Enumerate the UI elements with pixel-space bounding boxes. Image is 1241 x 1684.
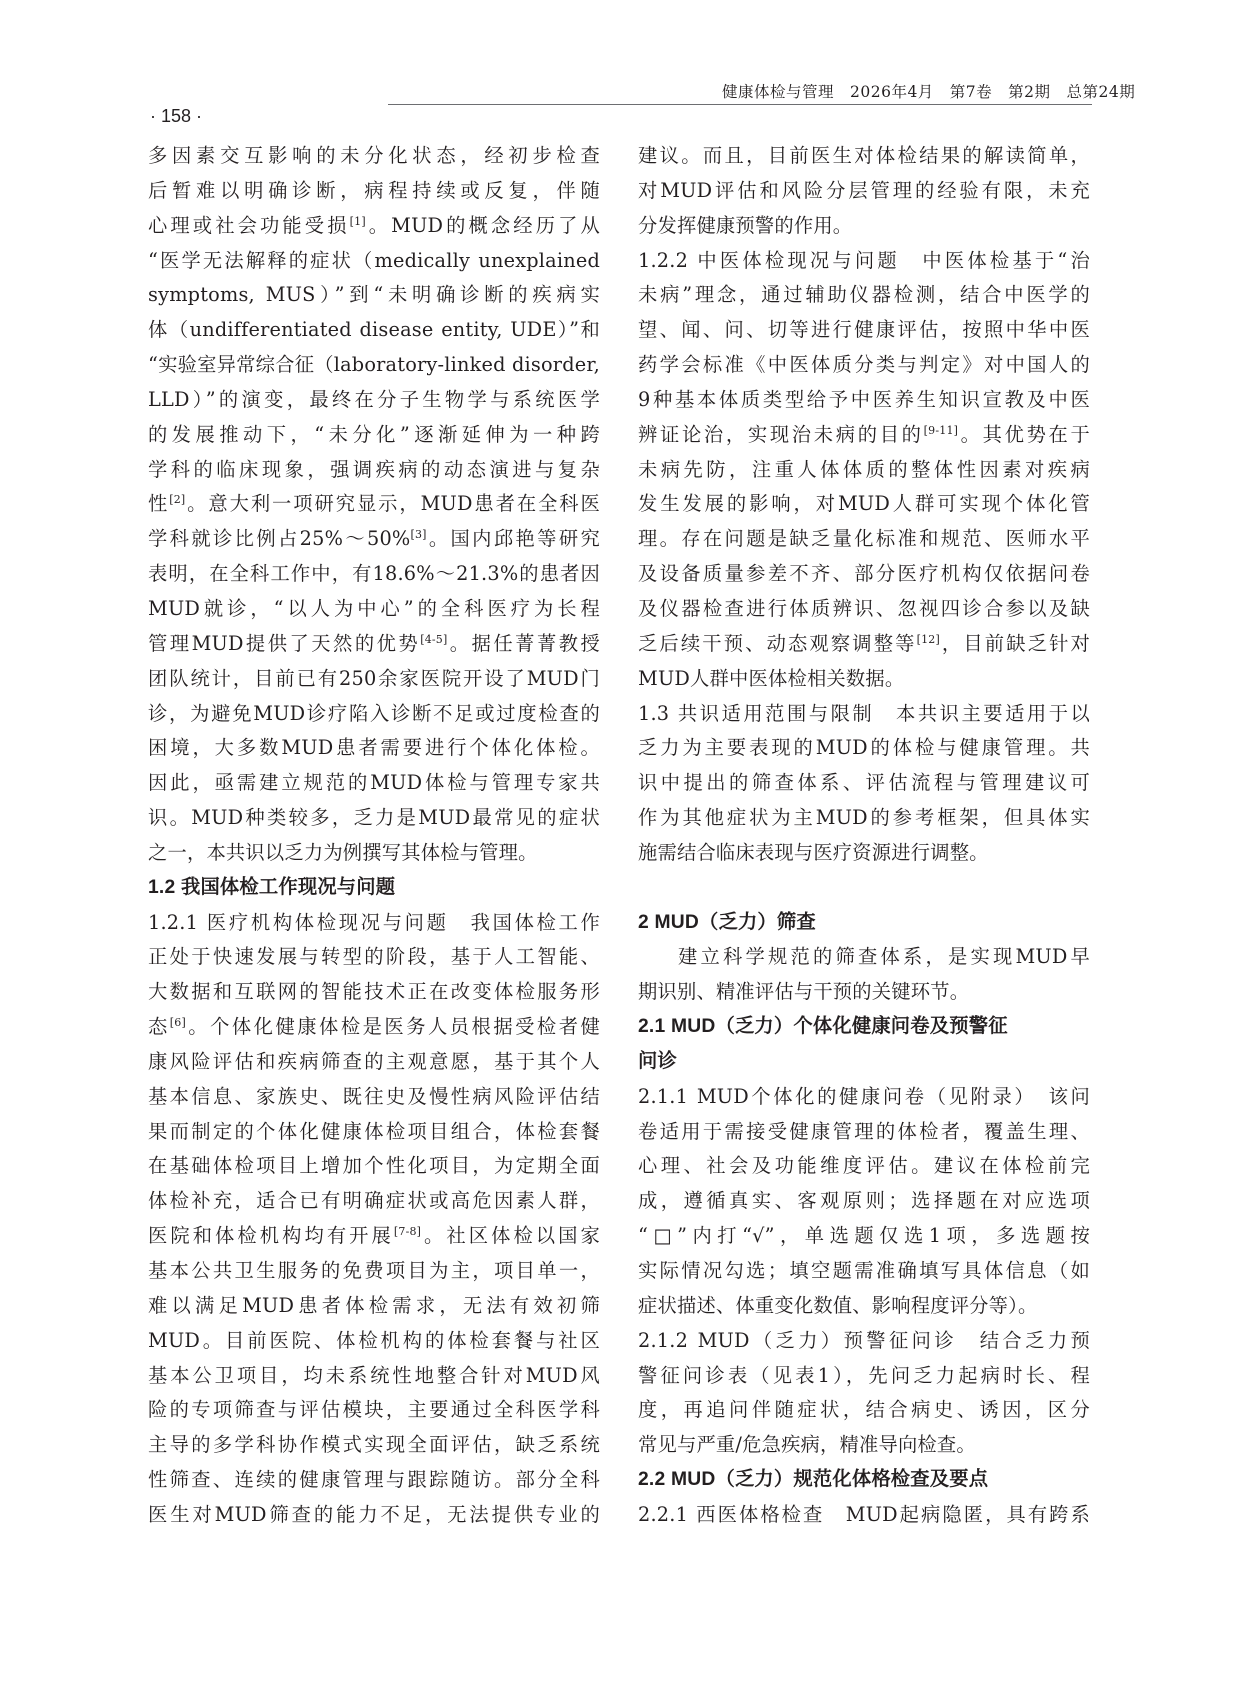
text-line	[638, 522, 1090, 557]
line-text: 2.2.1 西医体格检查 MUD起病隐匿，具有跨系	[638, 1502, 1090, 1526]
text-line	[638, 940, 1090, 975]
line-text: 对MUD评估和风险分层管理的经验有限，未充	[638, 178, 1090, 202]
line-text: 团队统计，目前已有250余家医院开设了MUD门	[148, 666, 600, 690]
line-text: 诊，为避免MUD诊疗陷入诊断不足或过度检查的	[148, 701, 600, 725]
line-text: 问诊	[638, 1050, 677, 1072]
text-line	[638, 1184, 1090, 1219]
line-text: 乏力为主要表现的MUD的体检与健康管理。共	[638, 736, 1090, 760]
line-text: 1.2.1 医疗机构体检现况与问题 我国体检工作	[148, 910, 600, 934]
line-text: 实际情况勾选；填空题需准确填写具体信息（如	[638, 1259, 1090, 1282]
line-text-continued: 。意大利一项研究显示，MUD患者在全科医	[185, 492, 601, 516]
line-text: 后暂难以明确诊断，病程持续或反复，伴随	[148, 178, 600, 202]
line-text: 识中提出的筛查体系、评估流程与管理建议可	[638, 771, 1090, 795]
line-text: 常见与严重/危急疾病，精准导向检查。	[638, 1433, 976, 1457]
text-line	[148, 313, 600, 348]
citation-superscript: [3]	[410, 528, 427, 542]
text-line	[638, 1080, 1090, 1115]
line-text: 在基础体检项目上增加个性化项目，为定期全面	[148, 1154, 600, 1178]
text-line	[638, 487, 1090, 522]
line-text: “□”内打“√”，单选题仅选1项，多选题按	[638, 1224, 1090, 1248]
line-text: 学科就诊比例占25%～50%	[148, 527, 411, 551]
citation-superscript: [12]	[916, 632, 940, 646]
section-heading	[638, 1010, 1090, 1045]
paragraph-gap	[638, 871, 1090, 906]
text-line	[638, 1324, 1090, 1359]
citation-superscript: [2]	[169, 493, 186, 507]
text-line	[638, 801, 1090, 836]
line-text: 施需结合临床表现与医疗资源进行调整。	[638, 840, 989, 864]
line-text: 表明，在全科工作中，有18.6%～21.3%的患者因	[148, 562, 600, 586]
citation-superscript: [4-5]	[420, 632, 448, 646]
text-line	[638, 592, 1090, 627]
line-text-continued: 。MUD的概念经历了从	[365, 213, 600, 237]
text-line	[148, 139, 600, 174]
section-heading	[148, 871, 600, 906]
line-text-continued: 。个体化健康体检是医务人员根据受检者健	[185, 1015, 600, 1039]
text-line	[638, 174, 1090, 209]
section-heading	[638, 1045, 1090, 1080]
line-text: 心理或社会功能受损	[148, 213, 350, 237]
line-text-continued: 。其优势在于	[958, 422, 1090, 446]
line-text: 分发挥健康预警的作用。	[638, 213, 853, 237]
text-line	[638, 731, 1090, 766]
line-text: 症状描述、体重变化数值、影响程度评分等）。	[638, 1293, 1038, 1317]
text-line	[638, 244, 1090, 279]
text-line	[148, 906, 600, 941]
line-text: MUD。目前医院、体检机构的体检套餐与社区	[148, 1328, 600, 1352]
text-line	[638, 697, 1090, 732]
line-text: 体检补充，适合已有明确症状或高危因素人群，	[148, 1189, 600, 1213]
left-column	[148, 139, 600, 1533]
text-line	[148, 975, 600, 1010]
text-line	[148, 1393, 600, 1428]
line-text: 性	[148, 492, 170, 516]
text-line	[148, 209, 600, 244]
line-text: 作为其他症状为主MUD的参考框架，但具体实	[638, 806, 1090, 830]
line-text-continued: 。据任菁菁教授	[447, 631, 600, 655]
line-text: 管理MUD提供了天然的优势	[148, 631, 421, 655]
text-line	[148, 731, 600, 766]
line-text: 及设备质量参差不齐、部分医疗机构仅依据问卷	[638, 562, 1090, 586]
line-text: 正处于快速发展与转型的阶段，基于人工智能、	[148, 945, 600, 969]
header-rule	[388, 104, 1092, 105]
line-text: 期识别、精准评估与干预的关键环节。	[638, 980, 970, 1004]
text-line	[148, 453, 600, 488]
text-line	[638, 1498, 1090, 1533]
text-line	[148, 1359, 600, 1394]
line-text: 成，遵循真实、客观原则；选择题在对应选项	[638, 1189, 1090, 1213]
line-text: 的发展推动下，“未分化”逐渐延伸为一种跨	[148, 422, 600, 446]
text-line	[148, 383, 600, 418]
text-line	[638, 557, 1090, 592]
line-text: 难以满足MUD患者体检需求，无法有效初筛	[148, 1293, 600, 1317]
text-line	[638, 1149, 1090, 1184]
line-text: 警征问诊表（见表1），先问乏力起病时长、程	[638, 1363, 1090, 1387]
line-text: 之一，本共识以乏力为例撰写其体检与管理。	[148, 840, 538, 864]
text-line	[148, 766, 600, 801]
line-text: 度，再追问伴随症状，结合病史、诱因，区分	[638, 1398, 1090, 1422]
text-line	[148, 592, 600, 627]
line-text: symptoms, MUS）”到“未明确诊断的疾病实	[148, 283, 600, 307]
line-text: 2 MUD（乏力）筛查	[638, 911, 816, 933]
line-text: 体（undifferentiated disease entity, UDE）”和	[148, 318, 600, 342]
text-line	[148, 1219, 600, 1254]
section-heading	[638, 906, 1090, 941]
line-text: 发生发展的影响，对MUD人群可实现个体化管	[638, 492, 1090, 516]
text-line	[148, 1254, 600, 1289]
line-text: 态	[148, 1015, 170, 1039]
text-line	[638, 766, 1090, 801]
line-text: LLD）”的演变，最终在分子生物学与系统医学	[148, 387, 600, 411]
text-line	[148, 1045, 600, 1080]
line-text: 望、闻、问、切等进行健康评估，按照中华中医	[638, 318, 1090, 342]
line-text-continued: 。社区体检以国家	[421, 1224, 600, 1248]
line-text: 建议。而且，目前医生对体检结果的解读简单，	[638, 144, 1090, 167]
text-line	[638, 1359, 1090, 1394]
text-line	[638, 1393, 1090, 1428]
text-line	[148, 522, 600, 557]
text-line	[638, 836, 1090, 871]
text-line	[148, 627, 600, 662]
line-text: MUD人群中医体检相关数据。	[638, 666, 905, 690]
line-text: 卷适用于需接受健康管理的体检者，覆盖生理、	[638, 1119, 1090, 1143]
text-line	[638, 348, 1090, 383]
line-text: 辨证论治，实现治未病的目的	[638, 422, 924, 446]
text-line	[148, 697, 600, 732]
text-line	[148, 174, 600, 209]
text-line	[148, 940, 600, 975]
text-line	[638, 313, 1090, 348]
line-text: 1.2.2 中医体检现况与问题 中医体检基于“治	[638, 248, 1090, 272]
text-line	[638, 383, 1090, 418]
line-text: 医生对MUD筛查的能力不足，无法提供专业的	[148, 1502, 600, 1526]
text-line	[638, 453, 1090, 488]
text-line	[148, 1010, 600, 1045]
line-text: 基本公共卫生服务的免费项目为主，项目单一，	[148, 1259, 600, 1282]
right-column	[638, 139, 1090, 1533]
text-line	[148, 1184, 600, 1219]
text-line	[148, 836, 600, 871]
text-line	[148, 1324, 600, 1359]
line-text: 9种基本体质类型给予中医养生知识宣教及中医	[638, 387, 1090, 411]
text-line	[148, 1289, 600, 1324]
line-text: 识。MUD种类较多，乏力是MUD最常见的症状	[148, 806, 600, 830]
text-line	[638, 627, 1090, 662]
line-text: 2.1.1 MUD个体化的健康问卷（见附录） 该问	[638, 1084, 1090, 1108]
text-line	[638, 278, 1090, 313]
line-text: 大数据和互联网的智能技术正在改变体检服务形	[148, 980, 600, 1004]
line-text-continued: 。国内邱艳等研究	[426, 527, 600, 551]
text-line	[638, 1254, 1090, 1289]
line-text: MUD就诊，“以人为中心”的全科医疗为长程	[148, 596, 600, 620]
text-line	[638, 1428, 1090, 1463]
line-text: 康风险评估和疾病筛查的主观意愿，基于其个人	[148, 1049, 600, 1073]
text-line	[148, 662, 600, 697]
text-line	[638, 139, 1090, 174]
line-text: 建立科学规范的筛查体系，是实现MUD早	[678, 945, 1090, 969]
citation-superscript: [1]	[349, 214, 366, 228]
line-text: “实验室异常综合征（laboratory-linked disorder,	[148, 353, 600, 377]
line-text: 果而制定的个体化健康体检项目组合，体检套餐	[148, 1119, 600, 1143]
text-line	[148, 1428, 600, 1463]
text-line	[638, 1289, 1090, 1324]
line-text: 乏后续干预、动态观察调整等	[638, 631, 917, 655]
line-text: 基本公卫项目，均未系统性地整合针对MUD风	[148, 1363, 600, 1387]
line-text: 2.1.2 MUD（乏力）预警征问诊 结合乏力预	[638, 1328, 1090, 1352]
line-text: 困境，大多数MUD患者需要进行个体化体检。	[148, 736, 600, 760]
text-line	[638, 209, 1090, 244]
line-text: 多因素交互影响的未分化状态，经初步检查	[148, 144, 600, 167]
line-text: “医学无法解释的症状（medically unexplained	[148, 248, 600, 272]
line-text: 及仪器检查进行体质辨识、忽视四诊合参以及缺	[638, 596, 1090, 620]
line-text: 心理、社会及功能维度评估。建议在体检前完	[638, 1154, 1090, 1178]
text-line	[638, 662, 1090, 697]
text-line	[148, 278, 600, 313]
line-text: 学科的临床现象，强调疾病的动态演进与复杂	[148, 457, 600, 481]
line-text: 未病先防，注重人体体质的整体性因素对疾病	[638, 457, 1090, 481]
running-header: 健康体检与管理 2026年4月 第7卷 第2期 总第24期	[722, 83, 1136, 101]
line-text-continued: ，目前缺乏针对	[939, 631, 1090, 655]
line-text: 因此，亟需建立规范的MUD体检与管理专家共	[148, 771, 600, 795]
text-line	[638, 1115, 1090, 1150]
citation-superscript: [6]	[169, 1016, 186, 1030]
text-line	[148, 244, 600, 279]
text-line	[638, 1219, 1090, 1254]
citation-superscript: [7-8]	[393, 1225, 422, 1239]
text-line	[148, 1080, 600, 1115]
line-text: 2.2 MUD（乏力）规范化体格检查及要点	[638, 1469, 989, 1491]
text-line	[148, 348, 600, 383]
line-text: 未病”理念，通过辅助仪器检测，结合中医学的	[638, 283, 1090, 307]
line-text: 药学会标准《中医体质分类与判定》对中国人的	[638, 353, 1090, 377]
line-text: 1.2 我国体检工作现况与问题	[148, 876, 396, 898]
text-line	[148, 1115, 600, 1150]
line-text: 理。存在问题是缺乏量化标准和规范、医师水平	[638, 527, 1090, 551]
text-line	[638, 975, 1090, 1010]
text-line	[148, 418, 600, 453]
section-heading	[638, 1463, 1090, 1498]
line-text: 性筛查、连续的健康管理与跟踪随访。部分全科	[148, 1468, 600, 1492]
text-line	[148, 487, 600, 522]
line-text: 基本信息、家族史、既往史及慢性病风险评估结	[148, 1084, 600, 1108]
text-line	[148, 1149, 600, 1184]
text-line	[638, 418, 1090, 453]
text-line	[148, 1498, 600, 1533]
line-text: 险的专项筛查与评估模块，主要通过全科医学科	[148, 1398, 600, 1422]
text-line	[148, 1463, 600, 1498]
citation-superscript: [9-11]	[923, 423, 959, 437]
text-line	[148, 557, 600, 592]
line-text: 1.3 共识适用范围与限制 本共识主要适用于以	[638, 701, 1090, 725]
page-number: · 158 ·	[150, 106, 203, 126]
line-text: 2.1 MUD（乏力）个体化健康问卷及预警征	[638, 1016, 1008, 1038]
text-line	[148, 801, 600, 836]
line-text: 医院和体检机构均有开展	[148, 1224, 394, 1248]
line-text: 主导的多学科协作模式实现全面评估，缺乏系统	[148, 1433, 600, 1457]
